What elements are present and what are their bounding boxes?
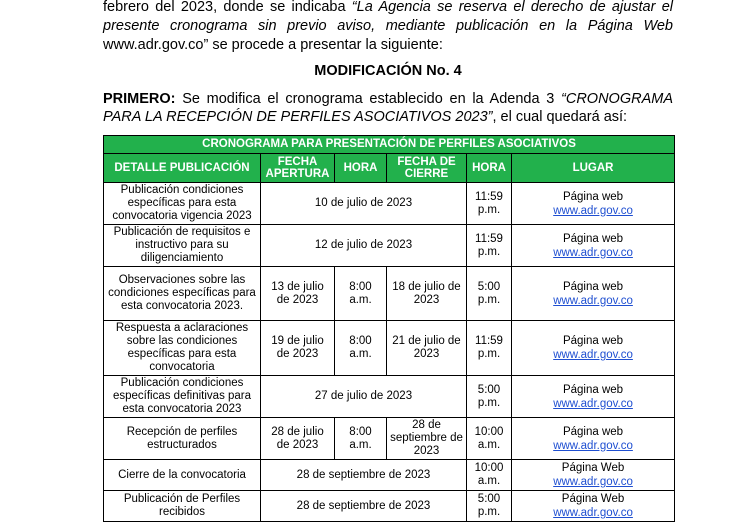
- lugar-label: Página web: [562, 232, 624, 245]
- cell-detalle: Publicación de Perfiles recibidos: [104, 491, 261, 522]
- cell-hora-apertura: 8:00 a.m.: [335, 418, 387, 460]
- primero-label: PRIMERO:: [103, 91, 176, 107]
- cell-lugar: [512, 491, 675, 522]
- lugar-label: Página Web: [561, 493, 625, 505]
- cell-lugar: [512, 376, 675, 418]
- cell-hora: 10:00 a.m.: [467, 460, 512, 491]
- lugar-link[interactable]: www.adr.gov.co: [553, 246, 633, 259]
- lugar-label: Página web: [562, 383, 624, 396]
- cell-fecha: 28 de septiembre de 2023: [261, 491, 467, 522]
- intro-link[interactable]: www.adr.gov.co: [103, 37, 204, 53]
- table-row: [104, 321, 675, 376]
- intro-post: ” se procede a presentar la siguiente:: [203, 37, 443, 53]
- table-row: [104, 183, 675, 225]
- lugar-label: Página Web: [561, 462, 625, 474]
- cell-hora: 11:59 p.m.: [467, 321, 512, 376]
- cell-lugar: [512, 418, 675, 460]
- table-row: [104, 460, 675, 491]
- cell-fecha-cierre: 18 de julio de 2023: [387, 267, 467, 321]
- table-row: [104, 418, 675, 460]
- primero-paragraph: [103, 90, 673, 126]
- cell-hora: 5:00 p.m.: [467, 376, 512, 418]
- cell-detalle: Recepción de perfiles estructurados: [104, 418, 261, 460]
- cell-detalle: Respuesta a aclaraciones sobre las condiciones específicas para esta convocatoria: [104, 321, 261, 376]
- modification-heading: MODIFICACIÓN No. 4: [314, 63, 462, 79]
- primero-post: , el cual quedará así:: [492, 109, 628, 125]
- intro-paragraph: [103, 0, 673, 55]
- cell-detalle: Publicación condiciones específicas para esta convocatoria vigencia 2023: [104, 183, 261, 225]
- lugar-label: Página web: [562, 190, 624, 203]
- cell-detalle: Cierre de la convocatoria: [104, 460, 261, 491]
- lugar-label: Página web: [562, 280, 624, 293]
- intro-text: febrero del 2023, donde se indicaba: [103, 0, 352, 15]
- cell-hora: 11:59 p.m.: [467, 225, 512, 267]
- lugar-link[interactable]: www.adr.gov.co: [553, 476, 633, 488]
- lugar-link[interactable]: www.adr.gov.co: [553, 439, 633, 452]
- lugar-link[interactable]: www.adr.gov.co: [553, 349, 633, 361]
- col-header-fecha-apertura: FECHA APERTURA: [261, 154, 335, 183]
- cell-fecha-apertura: 28 de julio de 2023: [261, 418, 335, 460]
- cell-hora: 5:00 p.m.: [467, 491, 512, 522]
- cell-lugar: [512, 225, 675, 267]
- lugar-link[interactable]: www.adr.gov.co: [553, 397, 633, 410]
- primero-text: Se modifica el cronograma establecido en la Adenda 3: [175, 91, 562, 107]
- col-header-lugar: LUGAR: [512, 154, 675, 183]
- cell-fecha-apertura: 19 de julio de 2023: [261, 321, 335, 376]
- intro-quote: “La Agencia se reserva el derecho de ajustar el presente cronograma sin previo aviso, mediante publicación en la Página Web: [103, 0, 673, 34]
- cell-lugar: [512, 460, 675, 491]
- col-header-fecha-cierre: FECHA DE CIERRE: [387, 154, 467, 183]
- cell-detalle: Publicación de requisitos e instructivo para su diligenciamiento: [104, 225, 261, 267]
- col-header-hora-apertura: HORA: [335, 154, 387, 183]
- cell-fecha-cierre: 28 de septiembre de 2023: [387, 418, 467, 460]
- cell-fecha: 12 de julio de 2023: [261, 225, 467, 267]
- lugar-link[interactable]: www.adr.gov.co: [553, 204, 633, 217]
- table-row: [104, 376, 675, 418]
- schedule-table: [103, 135, 675, 522]
- cell-hora: 10:00 a.m.: [467, 418, 512, 460]
- col-header-hora-cierre: HORA: [467, 154, 512, 183]
- lugar-label: Página web: [562, 335, 624, 347]
- cell-hora-apertura: 8:00 a.m.: [335, 267, 387, 321]
- cell-detalle: Publicación condiciones específicas definitivas para esta convocatoria 2023: [104, 376, 261, 418]
- cell-fecha-apertura: 13 de julio de 2023: [261, 267, 335, 321]
- lugar-label: Página web: [562, 425, 624, 438]
- primero-quote: “CRONOGRAMA PARA LA RECEPCIÓN DE PERFILES ASOCIATIVOS 2023”: [103, 91, 673, 125]
- cell-lugar: [512, 267, 675, 321]
- lugar-link[interactable]: www.adr.gov.co: [553, 294, 633, 307]
- cell-fecha-cierre: 21 de julio de 2023: [387, 321, 467, 376]
- table-row: [104, 267, 675, 321]
- cell-hora-apertura: 8:00 a.m.: [335, 321, 387, 376]
- col-header-detalle: DETALLE PUBLICACIÓN: [104, 154, 261, 183]
- cell-fecha: 27 de julio de 2023: [261, 376, 467, 418]
- cell-hora: 11:59 p.m.: [467, 183, 512, 225]
- table-row: [104, 225, 675, 267]
- cell-fecha: 10 de julio de 2023: [261, 183, 467, 225]
- cell-detalle: Observaciones sobre las condiciones específicas para esta convocatoria 2023.: [104, 267, 261, 321]
- lugar-link[interactable]: www.adr.gov.co: [553, 507, 633, 519]
- cell-fecha: 28 de septiembre de 2023: [261, 460, 467, 491]
- cell-lugar: [512, 321, 675, 376]
- table-title: CRONOGRAMA PARA PRESENTACIÓN DE PERFILES ASOCIATIVOS: [104, 136, 675, 154]
- table-row: [104, 491, 675, 522]
- cell-hora: 5:00 p.m.: [467, 267, 512, 321]
- cell-lugar: [512, 183, 675, 225]
